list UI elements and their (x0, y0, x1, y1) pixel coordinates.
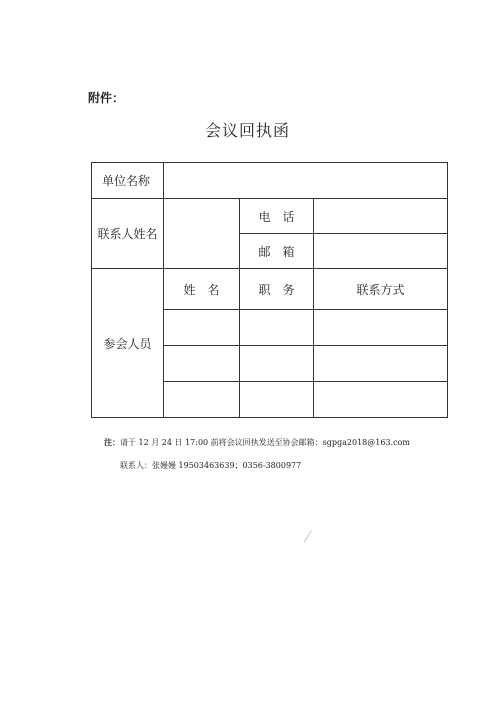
column-header-name: 姓 名 (164, 269, 240, 310)
attendee-name-field[interactable] (164, 346, 240, 382)
unit-name-label: 单位名称 (92, 163, 164, 199)
note-text: 请于 12 月 24 日 17:00 前将会议回执发送至协会邮箱：sgpga2018@163.com (120, 438, 410, 447)
contact-name-label: 联系人姓名 (92, 199, 164, 269)
phone-label: 电 话 (240, 199, 314, 234)
email-field[interactable] (314, 234, 448, 269)
attendee-name-field[interactable] (164, 310, 240, 346)
attendee-position-field[interactable] (240, 346, 314, 382)
attendee-position-field[interactable] (240, 310, 314, 346)
phone-field[interactable] (314, 199, 448, 234)
attendee-name-field[interactable] (164, 382, 240, 418)
contact-line: 联系人：张嫚嫚 19503463639；0356-3800977 (120, 461, 302, 470)
stray-pen-mark (304, 530, 312, 542)
contact-name-field[interactable] (164, 199, 240, 269)
attendee-position-field[interactable] (240, 382, 314, 418)
page-title: 会议回执函 (204, 121, 290, 140)
attachment-label: 附件： (88, 91, 125, 105)
attendee-contact-field[interactable] (314, 346, 448, 382)
reply-form-table (91, 162, 448, 418)
attendee-contact-field[interactable] (314, 310, 448, 346)
attendee-contact-field[interactable] (314, 382, 448, 418)
column-header-position: 职 务 (240, 269, 314, 310)
attendees-label: 参会人员 (92, 269, 164, 418)
unit-name-field[interactable] (164, 163, 448, 199)
note-prefix: 注： (104, 437, 120, 447)
email-label: 邮 箱 (240, 234, 314, 269)
note-line (104, 437, 410, 448)
column-header-contact: 联系方式 (314, 269, 448, 310)
